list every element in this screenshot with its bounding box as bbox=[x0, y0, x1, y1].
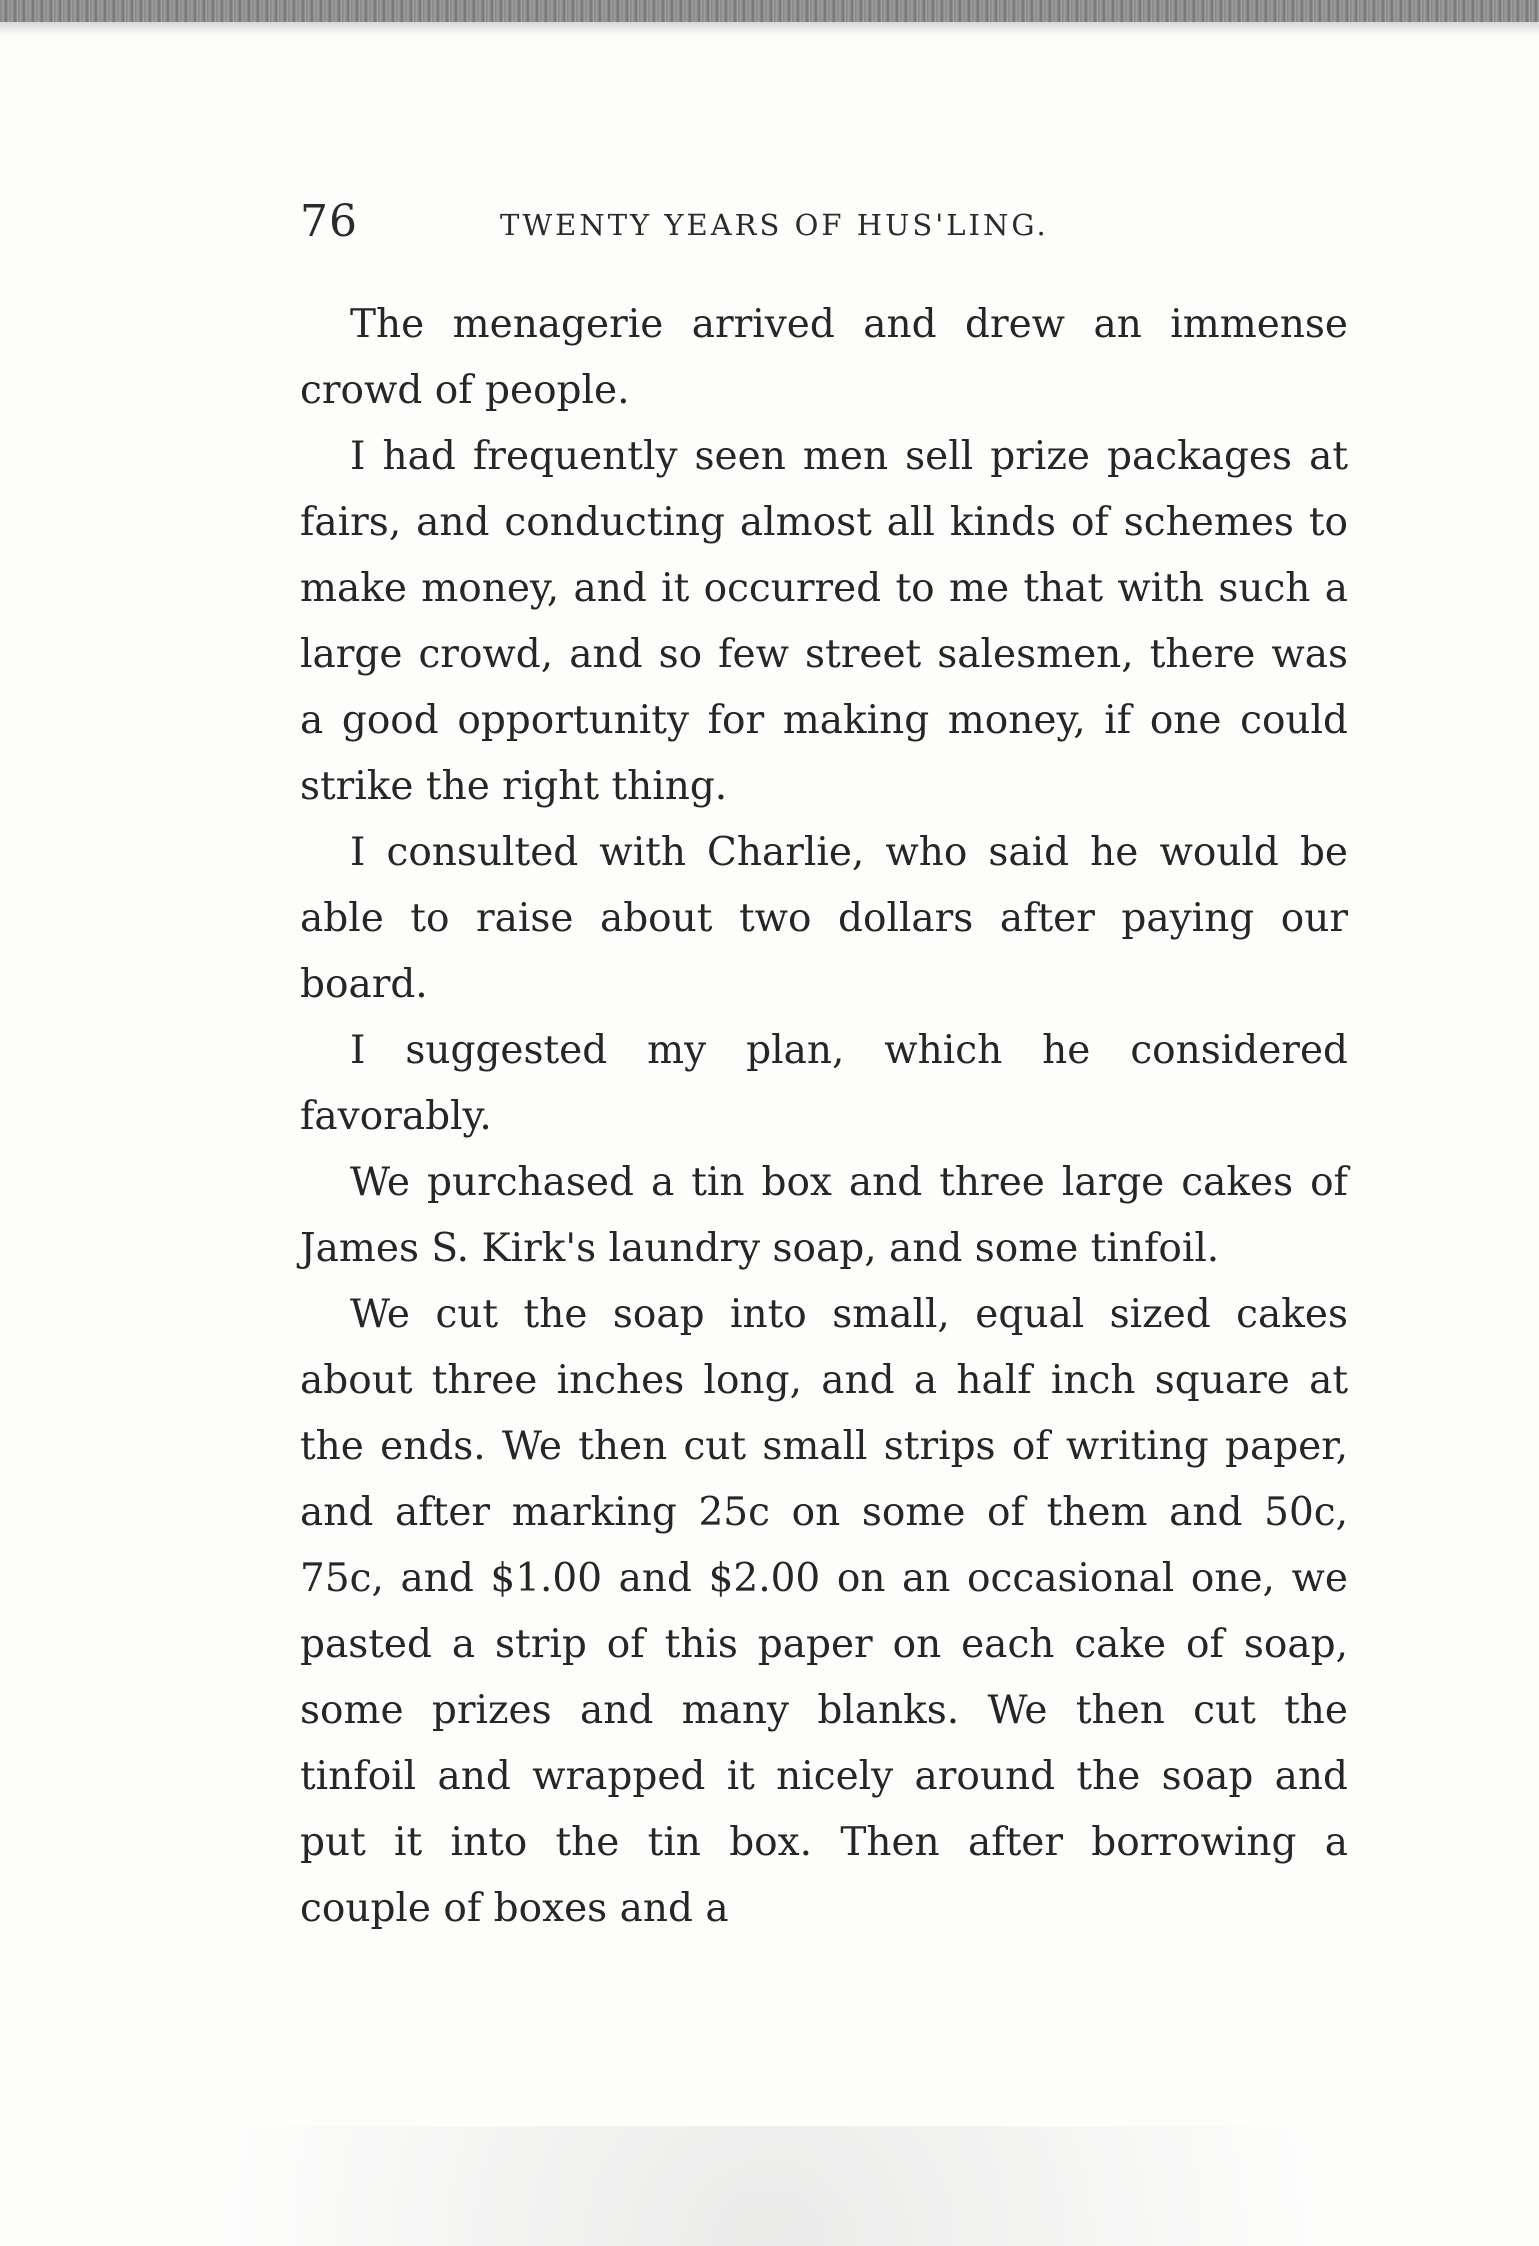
running-title: TWENTY YEARS OF HUS'LING. bbox=[500, 208, 1049, 242]
paragraph: We purchased a tin box and three large cakes of James S. Kirk's laundry soap, and some tinfoil. bbox=[300, 1160, 1348, 1271]
page-header bbox=[300, 192, 1340, 262]
scan-top-edge bbox=[0, 0, 1539, 22]
paragraph: I had frequently seen men sell prize packages at fairs, and conducting almost all kinds of schemes to make money, and it occurred to me that with such a large crowd, and so few street salesmen, there was a good opportunity for making money, if one could strike the right thing. bbox=[300, 434, 1348, 809]
page-number: 76 bbox=[300, 196, 358, 247]
scan-edge-shadow bbox=[0, 22, 1539, 36]
paragraph: I consulted with Charlie, who said he would be able to raise about two dollars after paying our board. bbox=[300, 830, 1348, 1007]
scan-grain bbox=[0, 2126, 1539, 2246]
paragraph: We cut the soap into small, equal sized cakes about three inches long, and a half inch square at the ends. We then cut small strips of writing paper, and after marking 25c on some of them and 50c, 75c, and $1.00 and $2.00 on an occasional one, we pasted a strip of this paper on each cake of soap, some prizes and many blanks. We then cut the tinfoil and wrapped it nicely around the soap and put it into the tin box. Then after borrowing a couple of boxes and a bbox=[300, 1292, 1348, 1931]
paragraph: I suggested my plan, which he considered favorably. bbox=[300, 1028, 1348, 1139]
paragraph: The menagerie arrived and drew an immense crowd of people. bbox=[300, 302, 1348, 413]
body-text bbox=[300, 292, 1348, 1942]
